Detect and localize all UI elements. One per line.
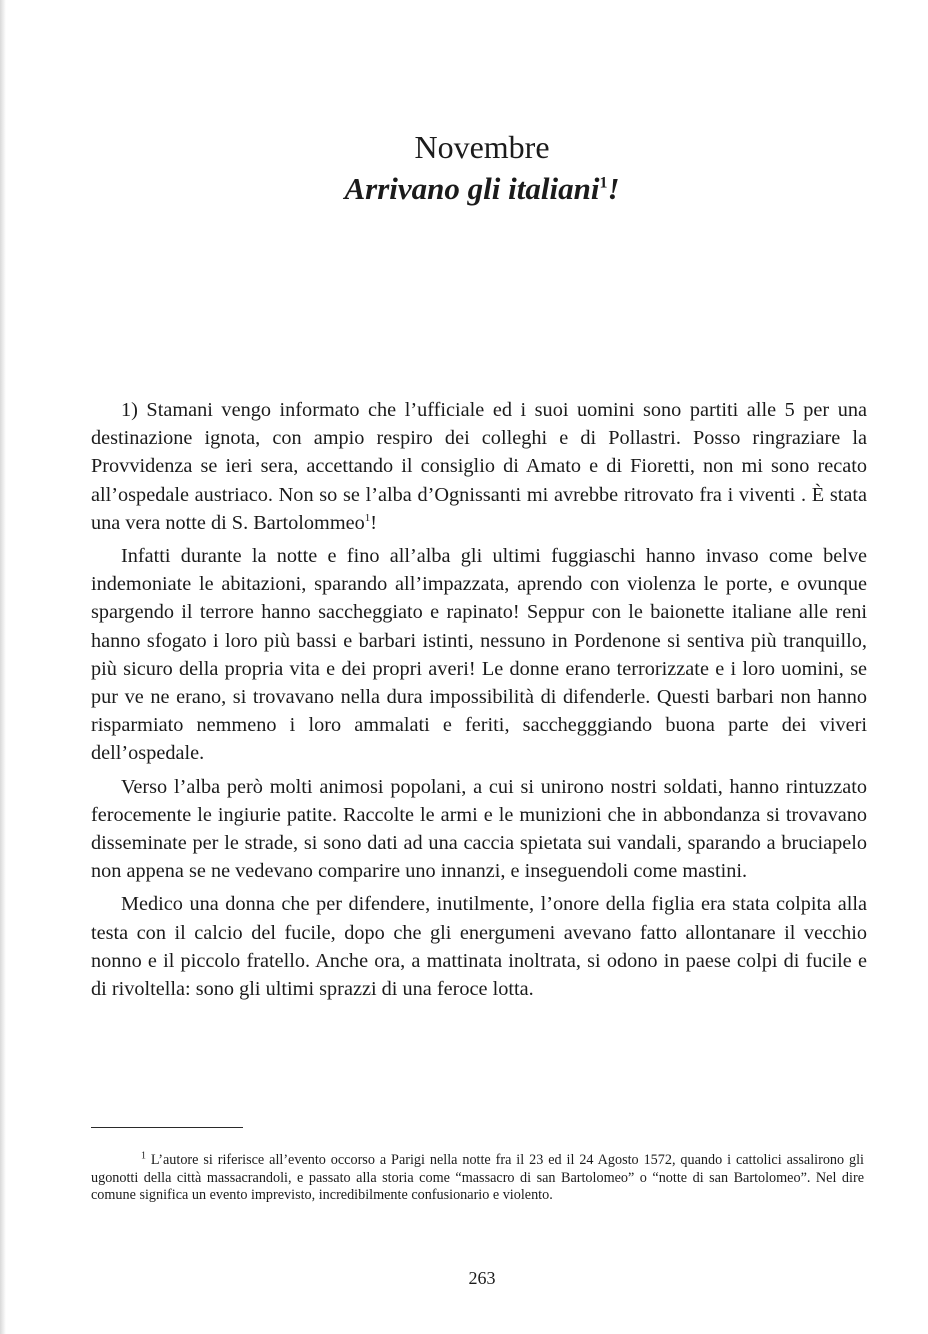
chapter-subtitle-text: Arrivano gli italiani bbox=[344, 171, 600, 206]
footnote-divider bbox=[91, 1127, 243, 1128]
chapter-subtitle bbox=[0, 168, 928, 210]
footnote-mark: 1 bbox=[141, 1150, 146, 1162]
paragraph-3: Verso l’alba però molti animosi popolani, a cui si unirono nostri soldati, hanno rintuzzato ferocemente le ingiurie patite. Raccolte le armi e le munizioni che in abbondanza si trovavano disseminate per le strade, si sono dati ad una caccia spietata sui vandali, sparando a bruciapelo non appena se ne vedevano comparire uno innanzi, e inseguendoli come mastini. bbox=[91, 775, 867, 883]
paragraph-1-text: 1) Stamani vengo informato che l’ufficiale ed i suoi uomini sono partiti alle 5 per una destinazione ignota, con ampio respiro dei colleghi e di Pollastri. Posso ringraziare la Provvidenza se ieri sera, accettando il consiglio di Amato e di Fioretti, non mi sono recato all’ospedale austriaco. Non so se l’alba d’Ognissanti mi avrebbe ritrovato fra i viventi . È stata una vera notte di S. Bartolommeo bbox=[91, 399, 867, 534]
chapter-title: Novembre bbox=[414, 129, 550, 165]
paragraph-4: Medico una donna che per difendere, inutilmente, l’onore della figlia era stata colpita alla testa con il calcio del fucile, dopo che gli energumeni avevano fatto allontanare il vecchio nonno e il piccolo fratello. Anche ora, a mattinata inoltrata, si odono in paese colpi di fucile e di rivoltella: sono gli ultimi sprazzi di una feroce lotta. bbox=[91, 893, 867, 1001]
paragraph-1 bbox=[91, 396, 867, 537]
chapter-subtitle-end: ! bbox=[607, 171, 620, 206]
page-number: 263 bbox=[468, 1268, 496, 1288]
footnote bbox=[91, 1152, 864, 1205]
body-text bbox=[91, 396, 867, 1008]
footnote-text: L’autore si riferisce all’evento occorso a Parigi nella notte fra il 23 ed il 24 Agosto 1572, quando i cattolici assalirono gli ugonotti della città massacrandoli, e passato alla storia come “massacro di san Bartolomeo” o “notte di san Bartolomeo”. Nel dire comune significa un evento imprevisto, incredibilmente confusionario e violento. bbox=[91, 1152, 864, 1204]
paragraph-1-end: ! bbox=[370, 511, 378, 534]
paragraph-2: Infatti durante la notte e fino all’alba gli ultimi fuggiaschi hanno invaso come belve indemoniate le abitazioni, sparando all’impazzata, aprendo con violenza le porte, e ovunque spargendo il terrore hanno saccheggiato e rapinato! Seppur con le baionette italiane alle reni hanno sfogato i loro più bassi e barbari istinti, nessuno in Pordenone si sentiva più tranquillo, più sicuro della propria vita e dei propri averi! Le donne erano terrorizzate e i loro uomini, se pur ve ne erano, si trovavano nella dura impossibilità di difenderle. Questi barbari non hanno risparmiato nemmeno i loro ammalati e feriti, sacchegggiando buona parte dei viveri dell’ospedale. bbox=[91, 545, 867, 765]
footnote-reference: 1 bbox=[364, 512, 371, 525]
chapter-heading bbox=[0, 126, 928, 210]
footnote-reference: 1 bbox=[599, 174, 608, 192]
